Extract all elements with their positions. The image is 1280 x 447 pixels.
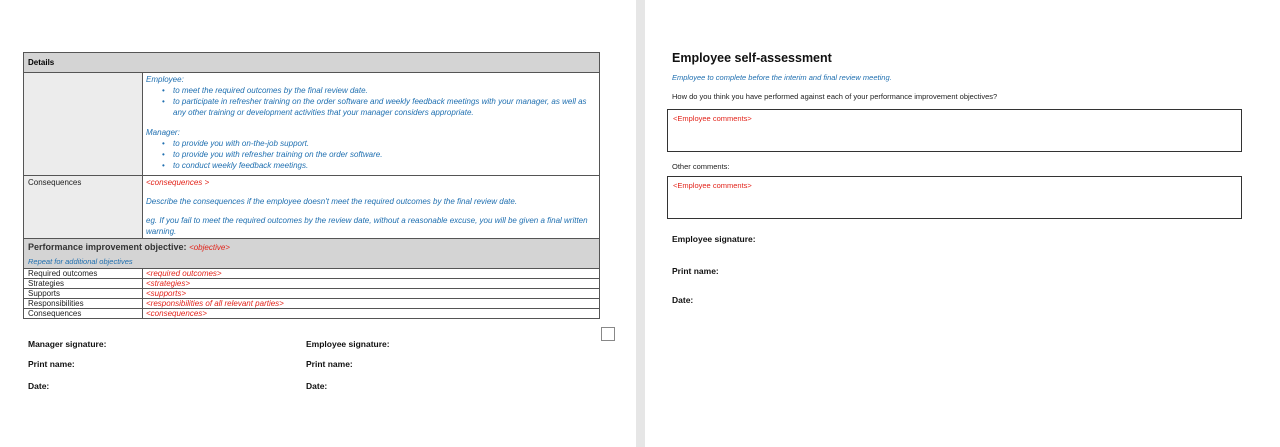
consequences-description: Describe the consequences if the employee doesn't meet the required outcomes by the final review date. (146, 197, 518, 206)
manager-item: • to provide you with refresher training on the order software. (162, 149, 596, 160)
employee-print-name-label: Print name: (306, 359, 353, 369)
manager-date-label: Date: (28, 381, 50, 391)
self-assessment-title: Employee self-assessment (672, 51, 832, 65)
objective-row-value[interactable]: <consequences> (143, 309, 600, 319)
objective-row-value[interactable]: <required outcomes> (143, 269, 600, 279)
objective-row-label: Responsibilities (24, 299, 143, 309)
self-assessment-signature-label: Employee signature: (672, 234, 756, 244)
support-label-cell (24, 73, 143, 176)
self-assessment-instruction: Employee to complete before the interim and final review meeting. (672, 73, 892, 82)
details-table (23, 52, 600, 319)
employee-date-label: Date: (306, 381, 328, 391)
self-assessment-print-name-label: Print name: (672, 266, 719, 276)
consequences-placeholder: <consequences > (146, 178, 210, 187)
manager-print-name-label: Print name: (28, 359, 75, 369)
employee-item: • to participate in refresher training on the order software and weekly feedback meetings with your manager, as well as any other training or development activities that your manager considers appropriate. (162, 96, 596, 118)
manager-label: Manager: (146, 128, 180, 137)
other-comments-label: Other comments: (672, 162, 730, 171)
objective-row-value[interactable]: <strategies> (143, 279, 600, 289)
employee-item: • to meet the required outcomes by the final review date. (162, 85, 596, 96)
checkbox[interactable] (601, 327, 615, 341)
support-details-cell[interactable] (143, 73, 600, 176)
objective-row-value[interactable]: <responsibilities of all relevant parties> (143, 299, 600, 309)
document-page-left (0, 0, 636, 447)
employee-signature-label: Employee signature: (306, 339, 390, 349)
objective-row-label: Consequences (24, 309, 143, 319)
other-comments-box[interactable]: <Employee comments> (667, 176, 1242, 219)
self-assessment-question: How do you think you have performed against each of your performance improvement objectives? (672, 92, 998, 101)
objective-row-label: Strategies (24, 279, 143, 289)
employee-label: Employee: (146, 75, 184, 84)
objective-row-label: Supports (24, 289, 143, 299)
objective-row-value[interactable]: <supports> (143, 289, 600, 299)
consequences-example: eg. If you fail to meet the required outcomes by the review date, without a reasonable excuse, you will be given a final written warning. (146, 216, 588, 236)
objective-placeholder[interactable]: <objective> (189, 243, 230, 252)
objective-header (24, 239, 600, 269)
consequences-label: Consequences (24, 176, 143, 239)
self-assessment-date-label: Date: (672, 295, 694, 305)
manager-signature-label: Manager signature: (28, 339, 107, 349)
details-header: Details (24, 53, 600, 73)
employee-comments-box[interactable]: <Employee comments> (667, 109, 1242, 152)
manager-item: • to conduct weekly feedback meetings. (162, 160, 596, 171)
objective-row-label: Required outcomes (24, 269, 143, 279)
manager-item: • to provide you with on-the-job support. (162, 138, 596, 149)
objective-title: Performance improvement objective: (28, 242, 190, 252)
repeat-note: Repeat for additional objectives (28, 257, 133, 266)
consequences-cell[interactable] (143, 176, 600, 239)
document-page-right (645, 0, 1280, 447)
